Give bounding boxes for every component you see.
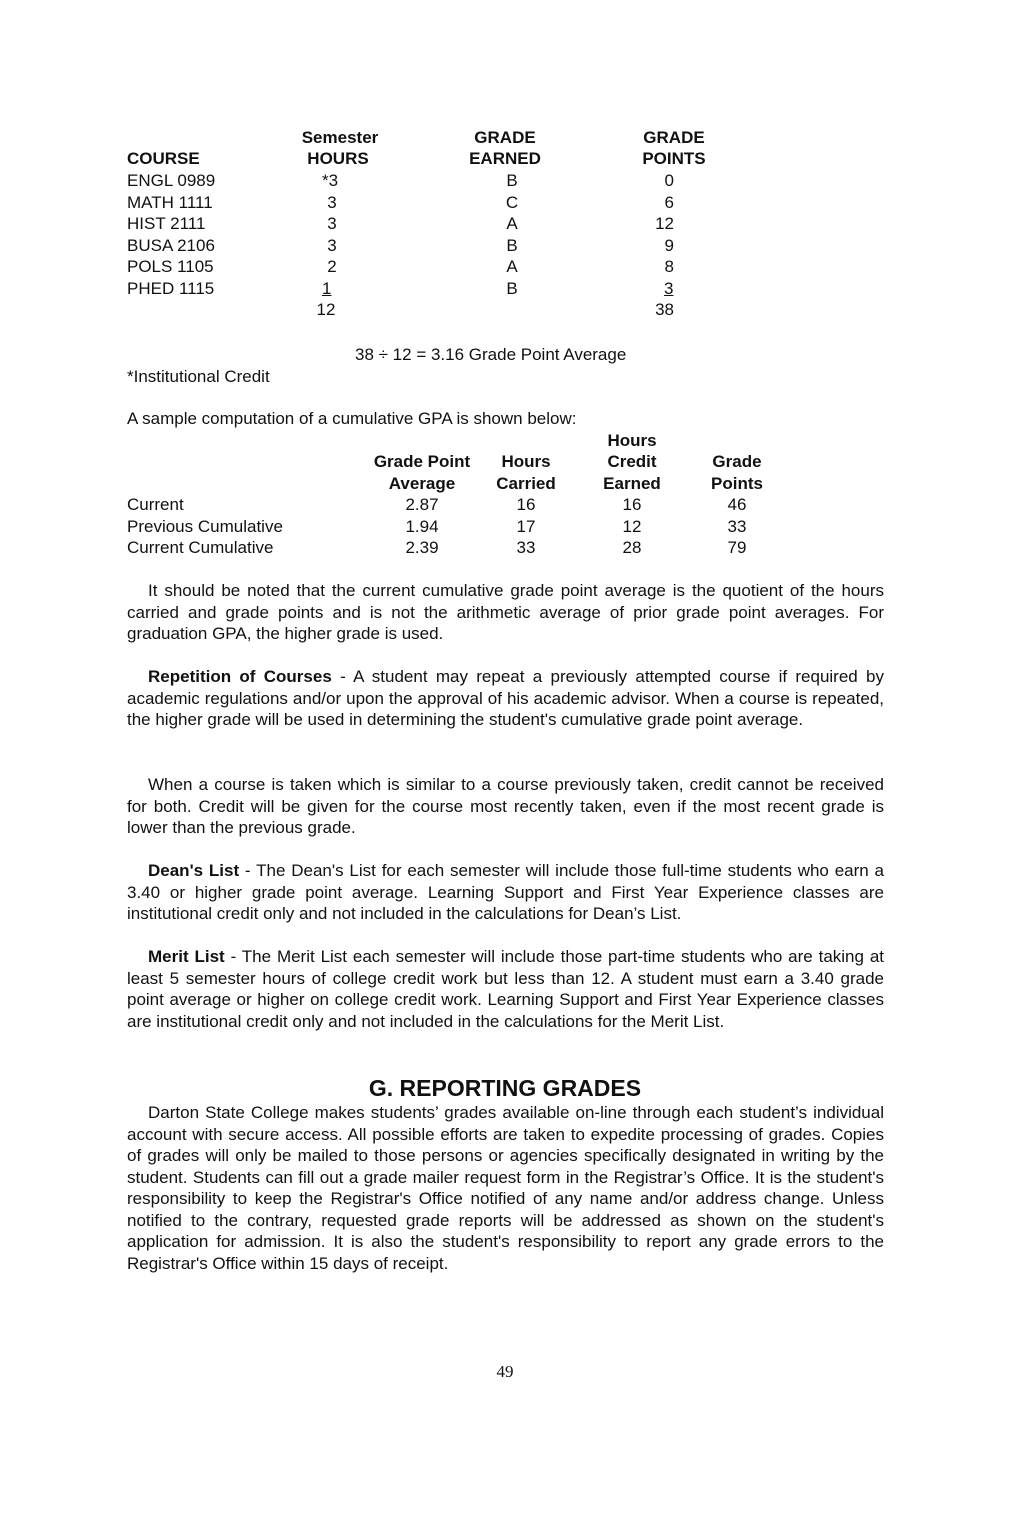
earned-cell: 28 xyxy=(622,538,642,557)
header-points-line1: GRADE xyxy=(643,128,705,147)
earned-cell: 12 xyxy=(622,517,642,536)
repetition-title: Repetition of Courses xyxy=(148,667,332,686)
section-heading: G. REPORTING GRADES xyxy=(368,1075,642,1101)
course-cell: MATH 1111 xyxy=(127,193,213,212)
gpa-formula: 38 ÷ 12 = 3.16 Grade Point Average xyxy=(355,345,627,364)
hours-value: 1 xyxy=(322,279,332,298)
header-hours-line2: HOURS xyxy=(307,149,369,168)
grade-cell: B xyxy=(506,236,518,255)
footnote: *Institutional Credit xyxy=(127,367,270,386)
course-cell: POLS 1105 xyxy=(127,257,214,276)
merit-body: - The Merit List each semester will include those part-time students who are taking at least 5 semester hours of college credit work but less than 12. A student must earn a 3.40 grade point average or higher on college credit work. Learning Support and First Year Experience classes are institutional credit only and not included in the calculations for the Merit List. xyxy=(127,947,884,1031)
points-cell: 0 xyxy=(664,171,674,190)
grade-cell: A xyxy=(506,214,518,233)
gpa-cell: 1.94 xyxy=(405,517,439,536)
points-cell: 8 xyxy=(664,257,674,276)
points-value: 3 xyxy=(664,279,674,298)
header-grade-line1: GRADE xyxy=(474,128,536,147)
points-cell xyxy=(654,278,673,299)
points-cell: 12 xyxy=(655,214,674,233)
repetition-paragraph xyxy=(127,666,884,731)
similar-text: When a course is taken which is similar to a course previously taken, credit cannot be received for both. Credit will be given for the course most recently taken, even if the most recent grade is lower than the previous grade. xyxy=(127,775,884,837)
page-number: 49 xyxy=(496,1362,514,1381)
row-label: Current Cumulative xyxy=(127,538,274,557)
grade-cell: B xyxy=(506,171,518,190)
header-earned-line3: Earned xyxy=(603,474,661,493)
total-points: 38 xyxy=(655,300,674,319)
carried-cell: 33 xyxy=(516,538,536,557)
header-course: COURSE xyxy=(127,149,200,168)
header-grade-line2: EARNED xyxy=(469,149,541,168)
hours-cell: 2 xyxy=(327,257,337,276)
hours-cell: *3 xyxy=(321,171,339,190)
hours-cell: 3 xyxy=(327,236,337,255)
header-hours-line1: Semester xyxy=(301,128,379,147)
points-cell: 6 xyxy=(664,193,674,212)
header-carried-line1: Hours xyxy=(501,452,551,471)
hours-cell xyxy=(316,278,331,299)
deans-title: Dean's List xyxy=(148,861,240,880)
points-cell: 9 xyxy=(664,236,674,255)
header-earned-line1: Hours xyxy=(607,431,657,450)
points-cell: 46 xyxy=(727,495,747,514)
cumulative-note-paragraph xyxy=(127,580,884,645)
merit-list-paragraph xyxy=(127,946,884,1032)
row-label: Current xyxy=(127,495,184,514)
grade-cell: A xyxy=(506,257,518,276)
cumulative-intro: A sample computation of a cumulative GPA is shown below: xyxy=(127,409,577,428)
total-hours: 12 xyxy=(316,300,336,319)
carried-cell: 17 xyxy=(516,517,536,536)
gpa-cell: 2.87 xyxy=(405,495,439,514)
merit-title: Merit List xyxy=(148,947,225,966)
course-cell: PHED 1115 xyxy=(127,279,215,298)
header-points-line2: POINTS xyxy=(642,149,706,168)
header-points-line1: Grade xyxy=(712,452,762,471)
carried-cell: 16 xyxy=(516,495,536,514)
deans-body: - The Dean's List for each semester will include those full-time students who earn a 3.40 or higher grade point average. Learning Support and First Year Experience classes are institutional credit only and not included in the calculations for Dean’s List. xyxy=(127,861,884,923)
deans-list-paragraph xyxy=(127,860,884,925)
grade-cell: C xyxy=(505,193,519,212)
reporting-grades-paragraph xyxy=(127,1102,884,1274)
repetition-body: - A student may repeat a previously attempted course if required by academic regulations and/or upon the approval of his academic advisor. When a course is repeated, the higher grade will be used in determining the student's cumulative grade point average. xyxy=(127,667,885,729)
earned-cell: 16 xyxy=(622,495,642,514)
course-cell: HIST 2111 xyxy=(127,214,206,233)
header-points-line2: Points xyxy=(711,474,763,493)
reporting-text: Darton State College makes students’ grades available on-line through each student’s individual account with secure access. All possible efforts are taken to expedite processing of grades. Copies of grades will only be mailed to those persons or agencies specifically designated in writing by the student. Students can fill out a grade mailer request form in the Registrar’s Office. It is the student's responsibility to keep the Registrar's Office notified of any name and/or address change. Unless notified to the contrary, requested grade reports will be addressed as shown on the student's application for admission. It is also the student's responsibility to report any grade errors to the Registrar's Office within 15 days of receipt. xyxy=(127,1103,884,1273)
gpa-cell: 2.39 xyxy=(405,538,439,557)
header-earned-line2: Credit xyxy=(607,452,657,471)
hours-cell: 3 xyxy=(327,193,337,212)
header-gpa-line2: Average xyxy=(388,474,456,493)
points-cell: 79 xyxy=(727,538,747,557)
header-carried-line2: Carried xyxy=(496,474,556,493)
note-text: It should be noted that the current cumulative grade point average is the quotient of the hours carried and grade points and is not the arithmetic average of prior grade point averages. For graduation GPA, the higher grade is used. xyxy=(127,581,884,643)
similar-course-paragraph xyxy=(127,774,884,839)
course-cell: ENGL 0989 xyxy=(127,171,216,190)
header-gpa-line1: Grade Point xyxy=(373,452,471,471)
row-label: Previous Cumulative xyxy=(127,517,283,536)
course-cell: BUSA 2106 xyxy=(127,236,215,255)
hours-cell: 3 xyxy=(327,214,337,233)
points-cell: 33 xyxy=(727,517,747,536)
grade-cell: B xyxy=(506,279,518,298)
